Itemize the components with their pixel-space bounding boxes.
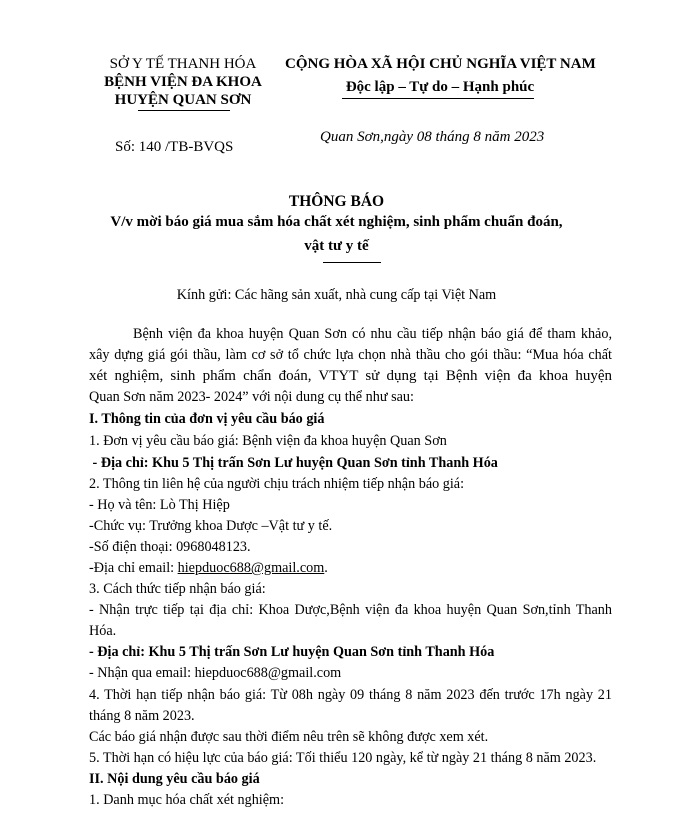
direct-receipt-line2: Hóa. [89,623,117,639]
header-right-rule [342,98,534,99]
receiving-address: - Địa chỉ: Khu 5 Thị trấn Sơn Lư huyện Quan Sơn tỉnh Thanh Hóa [89,644,495,660]
email-receipt: - Nhận qua email: hiepduoc688@gmail.com [89,665,342,681]
intro-line-2: xây dựng giá gói thầu, làm cơ sở tổ chức lựa chọn nhà thầu cho gói thầu: “Mua hóa chất [89,347,612,363]
contact-email-end: . [324,560,328,576]
contact-email-line [89,559,328,578]
contact-info-heading: 2. Thông tin liên hệ của người chịu trách nhiệm tiếp nhận báo giá: [89,476,465,492]
national-title: CỘNG HÒA XÃ HỘI CHỦ NGHĨA VIỆT NAM [285,56,596,72]
contact-email-label: -Địa chỉ email: [89,560,178,576]
national-motto: Độc lập – Tự do – Hạnh phúc [345,79,535,95]
deadline-line2: tháng 8 năm 2023. [89,708,195,724]
hospital-name-line1: BỆNH VIỆN ĐA KHOA [104,74,262,90]
chemical-list-heading: 1. Danh mục hóa chất xét nghiệm: [89,792,285,808]
direct-receipt-line1: - Nhận trực tiếp tại địa chỉ: Khoa Dược,Bệnh viện đa khoa huyện Quan Sơn,tỉnh Thanh [89,602,612,618]
notice-subject-line1: V/v mời báo giá mua sắm hóa chất xét nghiệm, sinh phẩm chuẩn đoán, [110,214,563,230]
section-1-heading: I. Thông tin của đơn vị yêu cầu báo giá [89,411,325,427]
contact-email-link[interactable]: hiepduoc688@gmail.com [177,560,325,576]
contact-name: - Họ và tên: Lò Thị Hiệp [89,497,230,513]
intro-line-4: Quan Sơn năm 2023- 2024” với nội dung cụ thể như sau: [89,389,414,405]
receiving-method-heading: 3. Cách thức tiếp nhận báo giá: [89,581,266,597]
deadline-line1: 4. Thời hạn tiếp nhận báo giá: Từ 08h ngày 09 tháng 8 năm 2023 đến trước 17h ngày 21 [89,687,612,703]
requesting-unit: 1. Đơn vị yêu cầu báo giá: Bệnh viện đa khoa huyện Quan Sơn [89,433,447,449]
agency-name: SỞ Y TẾ THANH HÓA [109,56,257,72]
recipient-line: Kính gửi: Các hãng sản xuất, nhà cung cấp tại Việt Nam [176,287,497,303]
intro-line-3: xét nghiệm, sinh phẩm chẩn đoán, VTYT sử dụng tại Bệnh viện đa khoa huyện [89,368,612,384]
unit-address: - Địa chỉ: Khu 5 Thị trấn Sơn Lư huyện Quan Sơn tỉnh Thanh Hóa [89,455,498,471]
document-number: Số: 140 /TB-BVQS [115,139,234,155]
title-rule [323,262,381,263]
contact-phone: -Số điện thoại: 0968048123. [89,539,251,555]
intro-line-1: Bệnh viện đa khoa huyện Quan Sơn có nhu cầu tiếp nhận báo giá để tham khảo, [133,326,612,342]
notice-subject-line2: vật tư y tế [304,238,369,254]
validity-period: 5. Thời hạn có hiệu lực của báo giá: Tối thiểu 120 ngày, kể từ ngày 21 tháng 8 năm 2023. [89,750,597,766]
header-left-rule [138,110,230,111]
hospital-name-line2: HUYỆN QUAN SƠN [114,92,252,108]
late-submission-note: Các báo giá nhận được sau thời điểm nêu trên sẽ không được xem xét. [89,729,489,745]
section-2-heading: II. Nội dung yêu cầu báo giá [89,771,260,787]
contact-position: -Chức vụ: Trưởng khoa Dược –Vật tư y tế. [89,518,333,534]
document-date: Quan Sơn,ngày 08 tháng 8 năm 2023 [320,129,545,145]
notice-title: THÔNG BÁO [288,193,385,210]
